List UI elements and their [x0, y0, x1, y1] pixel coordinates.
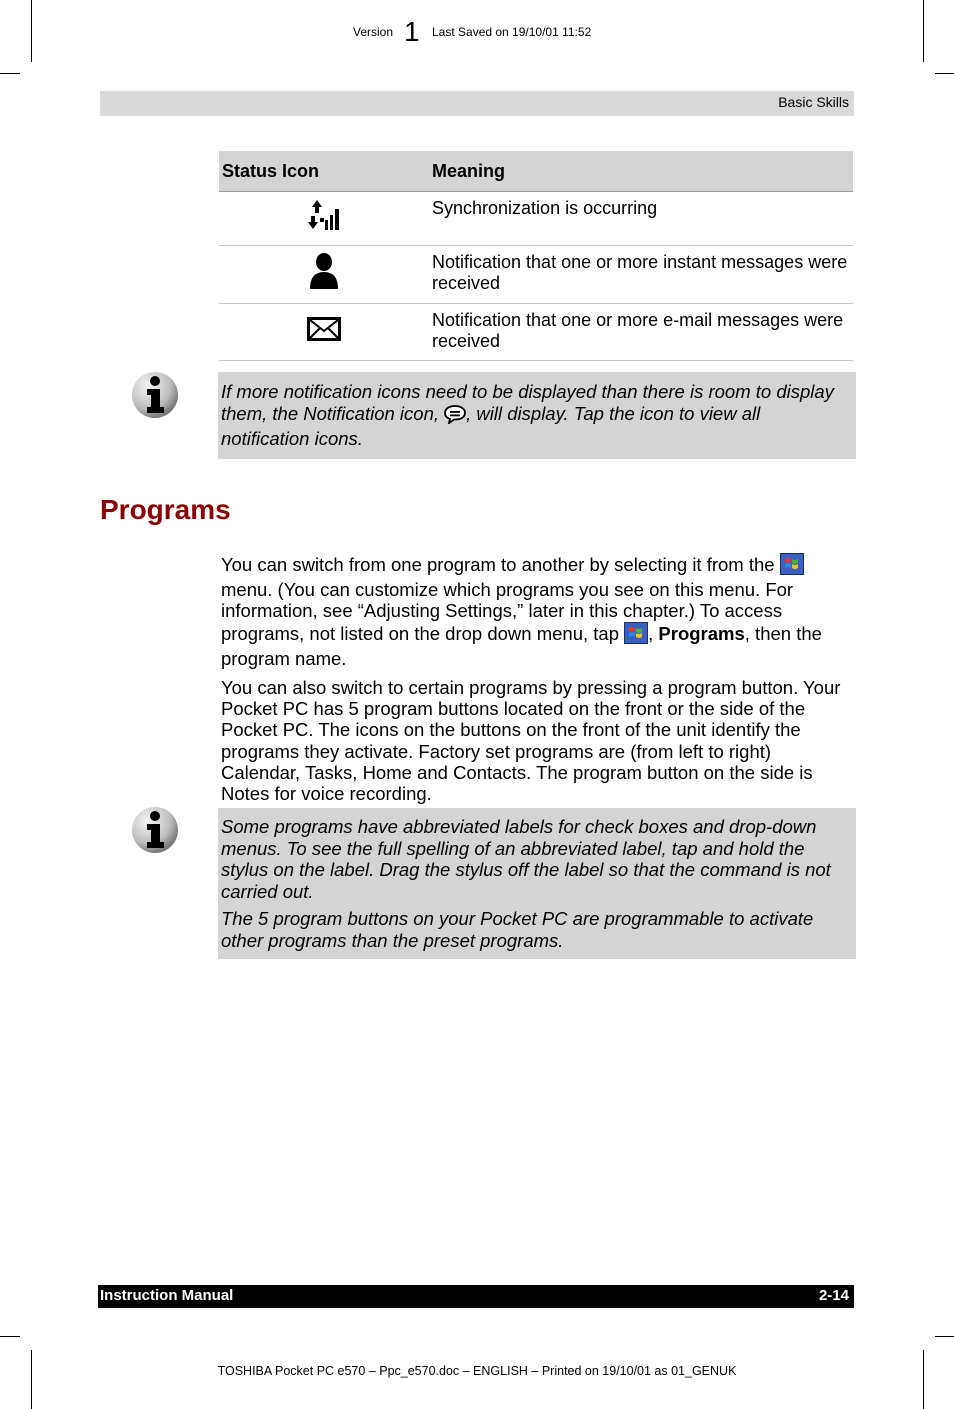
paragraph-text: You can switch from one program to another by selecting it from the: [221, 554, 780, 575]
crop-mark: [31, 1350, 32, 1409]
section-body: [221, 553, 853, 804]
windows-start-icon: [780, 553, 804, 579]
icon-cell: [219, 246, 429, 304]
version-number: 1: [404, 16, 420, 47]
column-header-status-icon: Status Icon: [219, 151, 429, 192]
paragraph-text: menu. (You can customize which programs you see on this menu. For information, see “Adjusting Settings,” later in this chapter.) To access programs, not listed on the drop down menu, tap: [221, 579, 794, 644]
version-label: Version: [353, 25, 394, 39]
note-text: Some programs have abbreviated labels for check boxes and drop-down menus. To see the full spelling of an abbreviated label, tap and hold the stylus on the label. Drag the stylus off the label so that the command is not carried out.: [221, 816, 831, 902]
meaning-cell: Synchronization is occurring: [429, 192, 853, 246]
meaning-cell: Notification that one or more e-mail messages were received: [429, 304, 853, 361]
page-number: 2-14: [818, 1287, 849, 1304]
chapter-header-bar: [100, 91, 854, 116]
print-info: TOSHIBA Pocket PC e570 – Ppc_e570.doc – ENGLISH – Printed on 19/10/01 as 01_GENUK: [217, 1364, 737, 1378]
note-box: [218, 808, 856, 959]
table-header-row: [219, 151, 853, 192]
paragraph: [221, 553, 853, 669]
table-row: [219, 246, 853, 304]
meaning-cell: Notification that one or more instant messages were received: [429, 246, 853, 304]
programs-bold-label: Programs: [658, 622, 745, 644]
version-line: [0, 16, 954, 47]
footer-bar: [98, 1285, 854, 1308]
note-text-part: , will display. Tap the icon to view all notification icons.: [221, 402, 761, 449]
paragraph-text: , then the program name.: [221, 622, 822, 669]
status-icon-table: [219, 151, 853, 361]
crop-mark: [923, 1350, 924, 1409]
note-text: [218, 372, 856, 450]
crop-mark: [935, 1336, 954, 1337]
note-text-part: If more notification icons need to be displayed than there is room to display them, the Notification icon,: [221, 381, 834, 424]
table-row: [219, 304, 853, 361]
footer-manual-title: Instruction Manual: [100, 1287, 234, 1304]
crop-mark: [0, 73, 20, 74]
column-header-meaning: Meaning: [429, 151, 853, 192]
table-row: [219, 192, 853, 246]
note-box: [218, 372, 856, 459]
paragraph-text: ,: [648, 622, 659, 644]
paragraph: You can also switch to certain programs by pressing a program button. Your Pocket PC has 5 program buttons located on the front or the side of the Pocket PC. The icons on the buttons on the front of the unit identify the programs they activate. Factory set programs are (from left to right) Calendar, Tasks, Home and Contacts. The program button on the side is Notes for voice recording.: [221, 677, 841, 805]
info-icon: [130, 370, 180, 420]
crop-mark: [935, 73, 954, 74]
icon-cell: [219, 304, 429, 361]
person-icon: [308, 274, 340, 294]
section-heading: Programs: [100, 494, 231, 525]
sync-signal-icon: [305, 216, 343, 236]
chapter-title: Basic Skills: [778, 94, 849, 110]
notification-bubble-icon: [444, 404, 466, 429]
crop-mark: [0, 1336, 20, 1337]
info-icon: [130, 805, 180, 855]
last-saved: Last Saved on 19/10/01 11:52: [432, 25, 592, 39]
icon-cell: [219, 192, 429, 246]
note-text: The 5 program buttons on your Pocket PC are programmable to activate other programs than the preset programs.: [221, 908, 814, 951]
envelope-icon: [306, 326, 342, 346]
windows-start-icon: [624, 622, 648, 648]
